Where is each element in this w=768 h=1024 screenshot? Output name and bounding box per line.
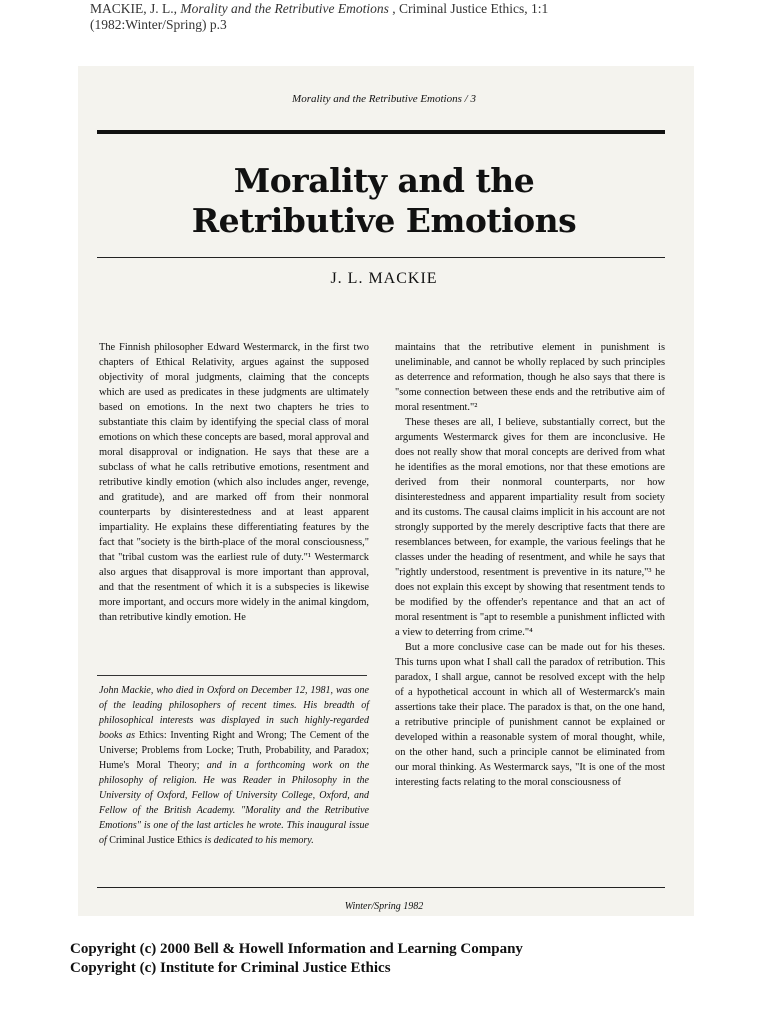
copyright-line-1: Copyright (c) 2000 Bell & Howell Information and Learning Company: [70, 941, 523, 957]
footnote-rule: [97, 675, 367, 676]
body-paragraph: But a more conclusive case can be made out for his theses. This turns upon what I shall call the paradox of retribution. This paradox, I shall argue, cannot be resolved except with the help of a hypothetical account in which all of Westermarck's main assertions take their place. The paradox is that, on the one hand, a retributive principle of punishment cannot be explained or developed within a reasonable system of moral thought, while, on the other hand, such a principle cannot be eliminated from our moral thinking. As Westermarck says, "It is one of the most interesting facts relating to the moral consciousness of: [395, 642, 665, 788]
citation-prefix: MACKIE, J. L.,: [90, 1, 181, 16]
citation-line-2: (1982:Winter/Spring) p.3: [90, 17, 227, 32]
left-column: [99, 340, 369, 625]
citation-header: [90, 1, 548, 33]
author-footnote: [99, 683, 369, 848]
title-line-1: Morality and the: [233, 161, 535, 200]
footnote-text-2: and in a forthcoming work on the philosophy of religion. He was Reader in Philosophy in the University of Oxford, Fellow of University College, Oxford, and Fellow of the British Academy. "Morality and the Retributive Emotions" is one of the last articles he wrote. This inaugural issue of: [99, 760, 370, 846]
body-paragraph: The Finnish philosopher Edward Westermarck, in the first two chapters of Ethical Relativity, argues against the supposed objectivity of moral judgments, claiming that the concepts which are used as predicates in these judgments are ultimately based on emotions. In the next two chapters he tries to substantiate this claim by identifying the special class of moral emotions on which these concepts are based, moral approval and moral disapproval or indignation. He says that these are a subclass of what he calls retributive emotions, resentment and retributive kindly emotion (which also includes anger, revenge, and gratitude), and are marked off from their nonmoral counterparts by disinterestedness and at least apparent impartiality. He explains these differentiating features by the fact that "society is the birth-place of the moral consciousness," that "tribal custom was the earliest rule of duty."¹ Westermarck also argues that disapproval is more important than approval, and that the resentment of which it is a subspecies is likewise more important, and occurs more widely in the animal kingdom, than retributive kindly emotion. He: [99, 342, 369, 623]
right-column: [395, 340, 665, 790]
footnote-text-1: John Mackie, who died in Oxford on December 12, 1981, was one of the leading philosophers of recent times. His breadth of philosophical interests was displayed in such highly-regarded books as: [99, 685, 369, 741]
footnote-journal: Criminal Justice Ethics: [109, 835, 203, 846]
author-name: J. L. MACKIE: [330, 270, 438, 287]
footnote-text-3: is dedicated to his memory.: [202, 835, 314, 846]
header-rule: [97, 130, 665, 134]
body-paragraph: maintains that the retributive element in punishment is uneliminable, and cannot be wholly replaced by such principles as deterrence and reformation, though he also says that there is "some connection between these ends and the retributive aim of moral resentment."²: [395, 342, 665, 413]
body-paragraph: These theses are all, I believe, substantially correct, but the arguments Westermarck gives for them are inconclusive. He does not really show that moral concepts are derived from what he identifies as the moral emotions, nor that these emotions are derived from their nonmoral counterparts, nor how disinterestedness and apparent impartiality result from society and its customs. The causal claims implicit in his account are not strongly supported by the merely descriptive facts that there are resemblances between, for example, the various feelings that he classes under the heading of resentment, and while he says that "rightly understood, resentment is preventive in its nature,"³ he does not explain this except by showing that resentment tends to be modified by the offender's repentance and that an act of moral resentment is "apt to resemble a punishment inflicted with a view to deterring from crime."⁴: [395, 417, 665, 638]
footer-rule: [97, 887, 665, 888]
footnote-books: Ethics: Inventing Right and Wrong; The Cement of the Universe; Problems from Locke; Truth, Probability, and Paradox; Hume's Moral Theory;: [99, 730, 369, 771]
issue-footer: Winter/Spring 1982: [344, 901, 424, 912]
title-rule: [97, 257, 665, 258]
citation-title: Morality and the Retributive Emotions: [180, 1, 389, 16]
copyright-notice: [70, 940, 523, 978]
copyright-line-2: Copyright (c) Institute for Criminal Justice Ethics: [70, 960, 391, 976]
article-title: [0, 161, 768, 241]
citation-suffix: , Criminal Justice Ethics, 1:1: [388, 1, 549, 16]
citation-line-1: [90, 1, 548, 17]
title-line-2: Retributive Emotions: [191, 201, 577, 240]
running-head: Morality and the Retributive Emotions / 3: [292, 93, 476, 105]
